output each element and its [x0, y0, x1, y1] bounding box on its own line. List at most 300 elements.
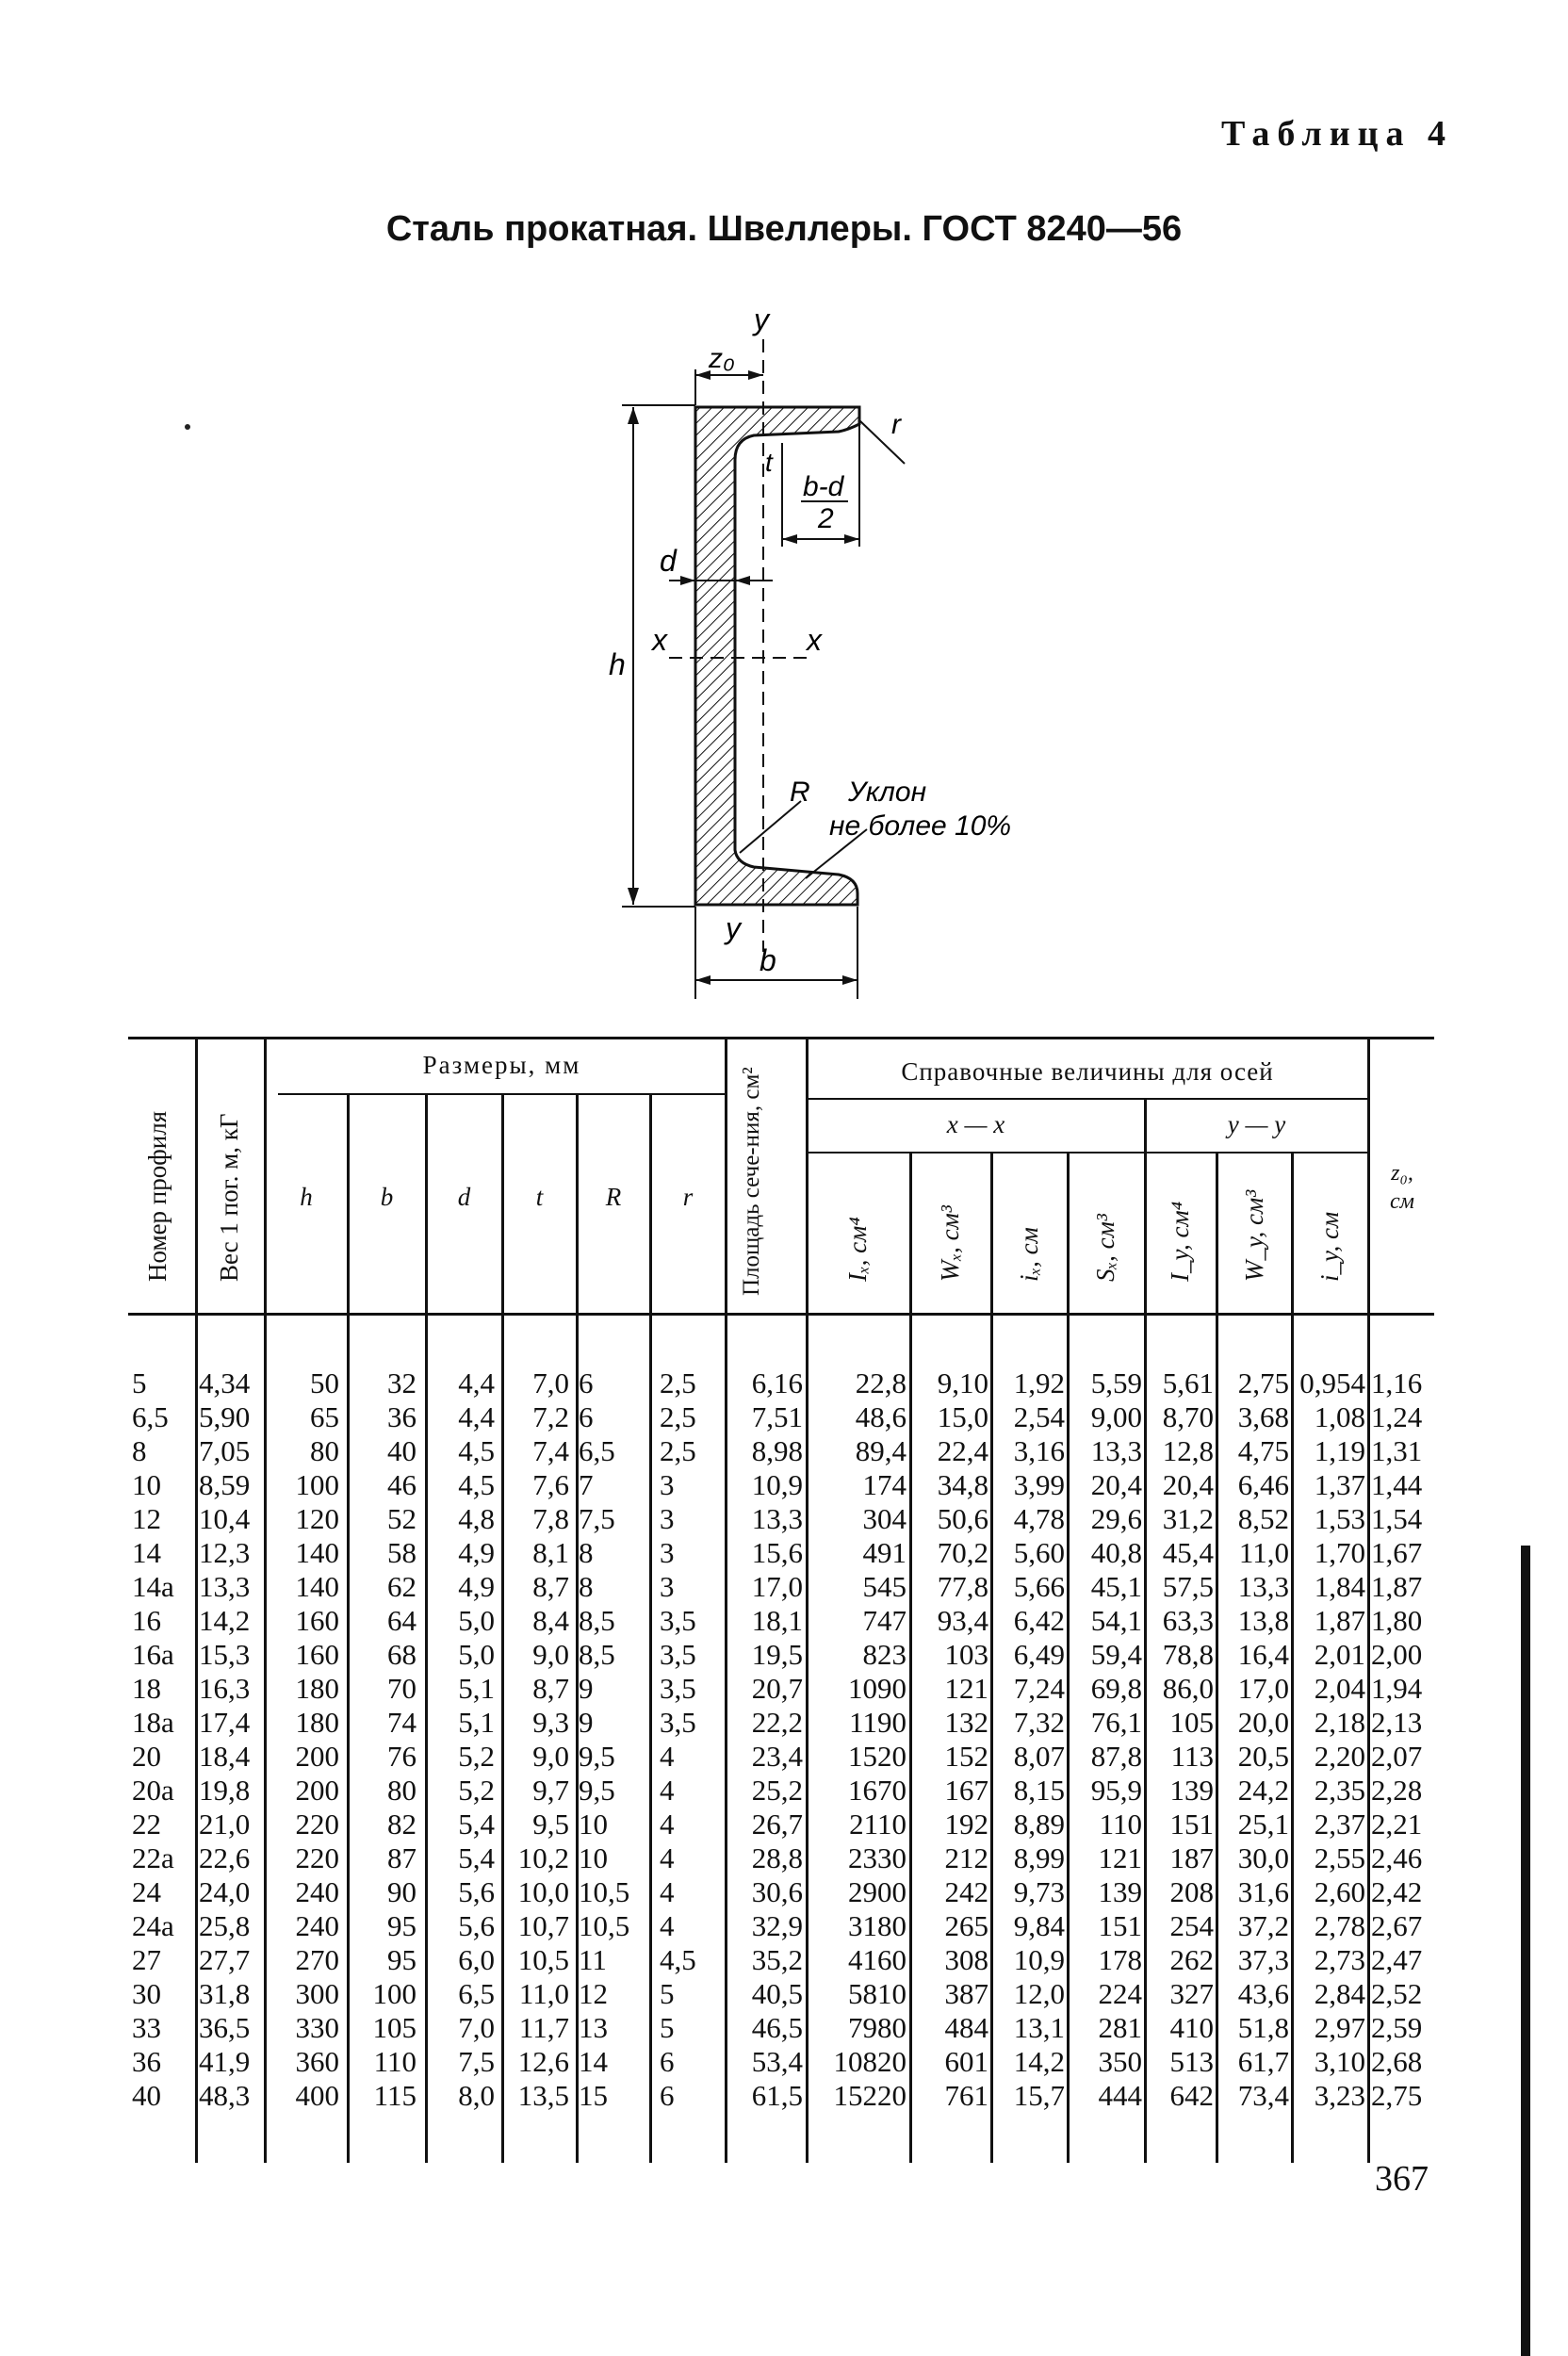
cell-r: 4 [660, 1774, 675, 1807]
header-Wx: Wₓ, см³ [936, 1205, 964, 1282]
cell-Wx: 22,4 [937, 1434, 988, 1467]
cell-R: 6 [579, 1400, 594, 1433]
cell-area: 20,7 [751, 1672, 803, 1705]
cell-iy: 2,35 [1314, 1774, 1365, 1807]
column-d [427, 1366, 495, 2113]
header-d: d [457, 1183, 471, 1211]
cell-R: 12 [579, 1977, 608, 2010]
cell-Ix: 4160 [848, 1943, 906, 1976]
cell-r: 3 [660, 1536, 675, 1569]
cell-b: 87 [387, 1841, 416, 1874]
column-ix [992, 1366, 1065, 2113]
cell-t: 9,0 [532, 1740, 569, 1773]
cell-area: 32,9 [751, 1909, 803, 1942]
cell-Sx: 139 [1098, 1875, 1142, 1908]
cell-t: 11,0 [518, 1977, 569, 2010]
cell-profile: 20 [132, 1740, 161, 1773]
cell-h: 270 [295, 1943, 339, 1976]
cell-Iy: 5,61 [1162, 1366, 1214, 1399]
cell-weight: 13,3 [199, 1570, 251, 1603]
cell-b: 95 [387, 1943, 416, 1976]
cell-R: 9 [579, 1672, 594, 1705]
label-bd-den: 2 [818, 503, 834, 534]
cell-R: 13 [579, 2011, 608, 2044]
cell-iy: 2,55 [1314, 1841, 1365, 1874]
header-r: r [682, 1183, 694, 1211]
cell-r: 5 [660, 2011, 675, 2044]
cell-d: 5,1 [458, 1672, 495, 1705]
cell-Ix: 5810 [848, 1977, 906, 2010]
cell-iy: 1,37 [1314, 1468, 1365, 1501]
cell-z0: 1,31 [1371, 1434, 1423, 1467]
cell-ix: 5,66 [1013, 1570, 1065, 1603]
scan-speck [185, 424, 190, 430]
cell-weight: 18,4 [199, 1740, 251, 1773]
cell-R: 9,5 [579, 1740, 615, 1773]
column-Sx [1069, 1366, 1142, 2113]
cell-Wx: 484 [944, 2011, 988, 2044]
header-ix: iₓ, см [1015, 1227, 1043, 1282]
cell-Ix: 10820 [833, 2045, 906, 2078]
label-y-bottom: y [726, 911, 741, 945]
cell-z0: 2,59 [1371, 2011, 1423, 2044]
cell-d: 6,0 [458, 1943, 495, 1976]
column-Ix [808, 1366, 906, 2113]
cell-iy: 1,08 [1314, 1400, 1365, 1433]
cell-R: 7,5 [579, 1502, 615, 1535]
column-Wy [1217, 1366, 1289, 2113]
cell-z0: 2,28 [1371, 1774, 1423, 1807]
cell-iy: 1,19 [1314, 1434, 1365, 1467]
cell-h: 65 [310, 1400, 339, 1433]
cell-Sx: 151 [1098, 1909, 1142, 1942]
cell-weight: 15,3 [199, 1638, 251, 1671]
cell-ix: 4,78 [1013, 1502, 1065, 1535]
cell-iy: 2,73 [1314, 1943, 1365, 1976]
cell-profile: 14а [132, 1570, 174, 1603]
label-x-right: x [807, 623, 822, 657]
cell-weight: 7,05 [199, 1434, 251, 1467]
cell-iy: 2,78 [1314, 1909, 1365, 1942]
cell-profile: 24 [132, 1875, 161, 1908]
cell-weight: 5,90 [199, 1400, 251, 1433]
cell-ix: 2,54 [1013, 1400, 1065, 1433]
page-number: 367 [1375, 2159, 1429, 2199]
cell-Iy: 78,8 [1162, 1638, 1214, 1671]
cell-ix: 9,84 [1013, 1909, 1065, 1942]
cell-z0: 1,87 [1371, 1570, 1423, 1603]
cell-weight: 36,5 [199, 2011, 251, 2044]
cell-area: 61,5 [751, 2079, 803, 2112]
column-area [727, 1366, 803, 2113]
cell-Iy: 262 [1169, 1943, 1214, 1976]
cell-h: 50 [310, 1366, 339, 1399]
cell-area: 13,3 [751, 1502, 803, 1535]
cell-Wx: 212 [944, 1841, 988, 1874]
cell-z0: 1,94 [1371, 1672, 1423, 1705]
cell-iy: 1,84 [1314, 1570, 1365, 1603]
cell-profile: 8 [132, 1434, 147, 1467]
cell-Wy: 37,2 [1237, 1909, 1289, 1942]
cell-ix: 15,7 [1013, 2079, 1065, 2112]
cell-b: 100 [372, 1977, 416, 2010]
header-dimensions: Размеры, мм [422, 1051, 581, 1079]
cell-R: 8 [579, 1570, 594, 1603]
cell-area: 19,5 [751, 1638, 803, 1671]
cell-b: 115 [373, 2079, 416, 2112]
cell-weight: 25,8 [199, 1909, 251, 1942]
cell-R: 6,5 [579, 1434, 615, 1467]
cell-Wx: 192 [944, 1808, 988, 1841]
cell-R: 10 [579, 1841, 608, 1874]
cell-z0: 2,00 [1371, 1638, 1423, 1671]
cell-Iy: 513 [1169, 2045, 1214, 2078]
header-weight: Вес 1 пог. м, кГ [215, 1113, 243, 1282]
cell-z0: 2,21 [1371, 1808, 1423, 1841]
cell-t: 10,0 [517, 1875, 569, 1908]
cell-t: 13,5 [517, 2079, 569, 2112]
label-z0: z₀ [709, 343, 735, 374]
cell-Wy: 30,0 [1237, 1841, 1289, 1874]
cell-t: 7,2 [532, 1400, 569, 1433]
cell-area: 8,98 [751, 1434, 803, 1467]
cell-Wy: 2,75 [1237, 1366, 1289, 1399]
cell-Wx: 77,8 [937, 1570, 988, 1603]
label-y-top: y [754, 303, 769, 336]
cell-Ix: 1520 [848, 1740, 906, 1773]
header-R: R [605, 1183, 622, 1211]
cell-h: 100 [295, 1468, 339, 1501]
header-z0: z₀, [1391, 1161, 1413, 1186]
cell-profile: 14 [132, 1536, 161, 1569]
cell-d: 5,0 [458, 1604, 495, 1637]
header-b: b [380, 1183, 394, 1211]
cell-Wx: 242 [944, 1875, 988, 1908]
column-R [579, 1366, 648, 2113]
cell-Wy: 4,75 [1237, 1434, 1289, 1467]
column-b [349, 1366, 416, 2113]
cell-z0: 2,68 [1371, 2045, 1423, 2078]
cell-profile: 18а [132, 1706, 174, 1739]
cell-Wx: 167 [944, 1774, 988, 1807]
cell-d: 5,2 [458, 1740, 495, 1773]
cell-Wy: 73,4 [1237, 2079, 1289, 2112]
cell-Iy: 12,8 [1162, 1434, 1214, 1467]
cell-profile: 10 [132, 1468, 161, 1501]
label-slope-2: не более 10% [829, 810, 1012, 842]
cell-z0: 1,80 [1371, 1604, 1423, 1637]
cell-weight: 14,2 [199, 1604, 251, 1637]
cell-Iy: 45,4 [1162, 1536, 1214, 1569]
cell-t: 7,8 [532, 1502, 569, 1535]
cell-h: 160 [295, 1638, 339, 1671]
cell-iy: 2,37 [1314, 1808, 1365, 1841]
cell-r: 3,5 [660, 1604, 696, 1637]
cell-R: 8 [579, 1536, 594, 1569]
cell-h: 80 [310, 1434, 339, 1467]
cell-h: 330 [295, 2011, 339, 2044]
column-Iy [1146, 1366, 1214, 2113]
cell-b: 32 [387, 1366, 416, 1399]
cell-b: 76 [387, 1740, 416, 1773]
cell-Wy: 43,6 [1237, 1977, 1289, 2010]
cell-weight: 17,4 [199, 1706, 251, 1739]
cell-Sx: 121 [1098, 1841, 1142, 1874]
cell-Ix: 7980 [848, 2011, 906, 2044]
cell-ix: 5,60 [1013, 1536, 1065, 1569]
cell-b: 62 [387, 1570, 416, 1603]
cell-ix: 7,32 [1013, 1706, 1065, 1739]
cell-ix: 6,42 [1013, 1604, 1065, 1637]
cell-h: 240 [295, 1875, 339, 1908]
cell-h: 140 [295, 1570, 339, 1603]
cell-R: 6 [579, 1366, 594, 1399]
cell-z0: 1,54 [1371, 1502, 1423, 1535]
cell-z0: 1,24 [1371, 1400, 1423, 1433]
cell-b: 74 [387, 1706, 416, 1739]
cell-ix: 8,99 [1013, 1841, 1065, 1874]
cell-d: 8,0 [458, 2079, 495, 2112]
cell-Ix: 2900 [848, 1875, 906, 1908]
cell-iy: 1,70 [1314, 1536, 1365, 1569]
label-slope-1: Уклон [848, 777, 927, 808]
cell-Wy: 24,2 [1237, 1774, 1289, 1807]
cell-t: 8,1 [532, 1536, 569, 1569]
cell-b: 82 [387, 1808, 416, 1841]
cell-Wx: 265 [944, 1909, 988, 1942]
cell-Sx: 9,00 [1090, 1400, 1142, 1433]
cell-profile: 22а [132, 1841, 174, 1874]
cell-profile: 16а [132, 1638, 174, 1671]
cell-weight: 4,34 [199, 1366, 251, 1399]
cell-Wx: 70,2 [937, 1536, 988, 1569]
cell-z0: 1,67 [1371, 1536, 1423, 1569]
cell-h: 120 [295, 1502, 339, 1535]
cell-d: 4,5 [458, 1434, 495, 1467]
label-h: h [609, 647, 626, 681]
cell-R: 9 [579, 1706, 594, 1739]
cell-h: 400 [295, 2079, 339, 2112]
column-z0 [1371, 1366, 1435, 2113]
cell-Wy: 13,3 [1237, 1570, 1289, 1603]
cell-iy: 2,84 [1314, 1977, 1365, 2010]
cell-R: 11 [579, 1943, 607, 1976]
cell-d: 5,4 [458, 1841, 495, 1874]
cell-z0: 2,13 [1371, 1706, 1423, 1739]
scan-edge-shadow [1521, 1546, 1530, 2356]
cell-Iy: 642 [1169, 2079, 1214, 2112]
cell-weight: 8,59 [199, 1468, 251, 1501]
cell-Sx: 110 [1099, 1808, 1142, 1841]
cell-z0: 2,47 [1371, 1943, 1423, 1976]
cell-weight: 27,7 [199, 1943, 251, 1976]
cell-d: 4,4 [458, 1400, 495, 1433]
cell-Ix: 491 [862, 1536, 906, 1569]
cell-t: 10,7 [517, 1909, 569, 1942]
cell-h: 240 [295, 1909, 339, 1942]
cell-Iy: 63,3 [1162, 1604, 1214, 1637]
cell-h: 200 [295, 1740, 339, 1773]
header-Sx: Sₓ, см³ [1091, 1214, 1119, 1282]
cell-d: 4,5 [458, 1468, 495, 1501]
cell-t: 8,4 [532, 1604, 569, 1637]
cell-Sx: 350 [1098, 2045, 1142, 2078]
cell-Ix: 545 [862, 1570, 906, 1603]
header-iy: i_y, см [1315, 1211, 1344, 1282]
cell-weight: 21,0 [199, 1808, 251, 1841]
cell-Ix: 1190 [849, 1706, 906, 1739]
cell-b: 52 [387, 1502, 416, 1535]
cell-b: 58 [387, 1536, 416, 1569]
cell-Sx: 281 [1098, 2011, 1142, 2044]
cell-R: 10,5 [579, 1909, 630, 1942]
cell-z0: 1,44 [1371, 1468, 1423, 1501]
cell-area: 26,7 [751, 1808, 803, 1841]
cell-profile: 22 [132, 1808, 161, 1841]
header-Wy: W_y, см³ [1240, 1189, 1268, 1282]
cell-r: 3 [660, 1502, 675, 1535]
cell-r: 6 [660, 2045, 675, 2078]
cell-Sx: 59,4 [1090, 1638, 1142, 1671]
cell-iy: 2,01 [1314, 1638, 1365, 1671]
cell-Sx: 20,4 [1090, 1468, 1142, 1501]
cell-Iy: 327 [1169, 1977, 1214, 2010]
cell-ix: 1,92 [1013, 1366, 1065, 1399]
cell-R: 7 [579, 1468, 594, 1501]
cell-Wy: 17,0 [1237, 1672, 1289, 1705]
cell-b: 95 [387, 1909, 416, 1942]
cell-Wy: 16,4 [1237, 1638, 1289, 1671]
header-z0-unit: см [1390, 1189, 1414, 1214]
cell-Wy: 25,1 [1237, 1808, 1289, 1841]
cell-r: 4 [660, 1909, 675, 1942]
cell-h: 220 [295, 1841, 339, 1874]
cell-Wy: 20,5 [1237, 1740, 1289, 1773]
cell-iy: 2,04 [1314, 1672, 1365, 1705]
cell-r: 6 [660, 2079, 675, 2112]
cell-r: 3,5 [660, 1672, 696, 1705]
cell-Wx: 387 [944, 1977, 988, 2010]
cell-weight: 24,0 [199, 1875, 251, 1908]
cell-Wy: 8,52 [1237, 1502, 1289, 1535]
cell-area: 35,2 [751, 1943, 803, 1976]
label-d: d [660, 544, 677, 578]
cell-z0: 2,67 [1371, 1909, 1423, 1942]
cell-Sx: 13,3 [1090, 1434, 1142, 1467]
cell-Sx: 95,9 [1090, 1774, 1142, 1807]
cell-Wx: 103 [944, 1638, 988, 1671]
cell-Iy: 187 [1169, 1841, 1214, 1874]
cell-Wx: 121 [944, 1672, 988, 1705]
cell-Wy: 13,8 [1237, 1604, 1289, 1637]
cell-weight: 22,6 [199, 1841, 251, 1874]
cell-t: 9,3 [532, 1706, 569, 1739]
cell-R: 9,5 [579, 1774, 615, 1807]
cell-area: 17,0 [751, 1570, 803, 1603]
cell-Wy: 20,0 [1237, 1706, 1289, 1739]
cell-t: 9,7 [532, 1774, 569, 1807]
cell-weight: 16,3 [199, 1672, 251, 1705]
cell-b: 110 [373, 2045, 416, 2078]
column-profile [132, 1366, 194, 2113]
cell-r: 2,5 [660, 1434, 696, 1467]
cell-d: 4,9 [458, 1536, 495, 1569]
cell-area: 46,5 [751, 2011, 803, 2044]
cell-z0: 2,75 [1371, 2079, 1423, 2112]
header-Iy: I_y, см⁴ [1166, 1201, 1194, 1282]
cell-profile: 16 [132, 1604, 161, 1637]
cell-b: 90 [387, 1875, 416, 1908]
cell-area: 7,51 [751, 1400, 803, 1433]
cell-profile: 30 [132, 1977, 161, 2010]
cell-h: 220 [295, 1808, 339, 1841]
column-h [266, 1366, 339, 2113]
header-axis-yy: y — y [1227, 1110, 1286, 1138]
cell-R: 10 [579, 1808, 608, 1841]
cell-Wx: 9,10 [937, 1366, 988, 1399]
cell-Wx: 601 [944, 2045, 988, 2078]
cell-Sx: 54,1 [1090, 1604, 1142, 1637]
cell-ix: 6,49 [1013, 1638, 1065, 1671]
cell-t: 8,7 [532, 1672, 569, 1705]
cell-profile: 36 [132, 2045, 161, 2078]
cell-t: 7,0 [532, 1366, 569, 1399]
cell-ix: 7,24 [1013, 1672, 1065, 1705]
cell-Ix: 1670 [848, 1774, 906, 1807]
channel-profile-diagram [565, 302, 1018, 1018]
cell-Iy: 8,70 [1162, 1400, 1214, 1433]
cell-ix: 8,07 [1013, 1740, 1065, 1773]
cell-ix: 8,15 [1013, 1774, 1065, 1807]
column-Wx [911, 1366, 988, 2113]
cell-Ix: 823 [862, 1638, 906, 1671]
cell-Sx: 444 [1098, 2079, 1142, 2112]
cell-area: 25,2 [751, 1774, 803, 1807]
cell-Wy: 61,7 [1237, 2045, 1289, 2078]
label-r: r [891, 409, 901, 440]
cell-iy: 2,60 [1314, 1875, 1365, 1908]
cell-profile: 27 [132, 1943, 161, 1976]
cell-d: 5,1 [458, 1706, 495, 1739]
cell-h: 160 [295, 1604, 339, 1637]
cell-Wy: 6,46 [1237, 1468, 1289, 1501]
cell-b: 68 [387, 1638, 416, 1671]
cell-Wy: 11,0 [1238, 1536, 1289, 1569]
cell-Ix: 3180 [848, 1909, 906, 1942]
cell-Wx: 308 [944, 1943, 988, 1976]
cell-ix: 9,73 [1013, 1875, 1065, 1908]
cell-z0: 1,16 [1371, 1366, 1423, 1399]
cell-R: 15 [579, 2079, 608, 2112]
cell-d: 7,0 [458, 2011, 495, 2044]
cell-d: 5,6 [458, 1909, 495, 1942]
cell-Iy: 105 [1169, 1706, 1214, 1739]
cell-Ix: 1090 [848, 1672, 906, 1705]
cell-Ix: 2330 [848, 1841, 906, 1874]
header-reference: Справочные величины для осей [901, 1057, 1274, 1086]
cell-Wy: 37,3 [1237, 1943, 1289, 1976]
cell-d: 4,9 [458, 1570, 495, 1603]
cell-Iy: 139 [1169, 1774, 1214, 1807]
cell-area: 53,4 [751, 2045, 803, 2078]
document-title: Сталь прокатная. Швеллеры. ГОСТ 8240—56 [385, 209, 1183, 249]
header-Ix: Iₓ, см⁴ [843, 1217, 872, 1282]
cell-Iy: 86,0 [1162, 1672, 1214, 1705]
column-weight [199, 1366, 263, 2113]
header-t: t [535, 1183, 544, 1211]
cell-weight: 19,8 [199, 1774, 251, 1807]
cell-d: 4,4 [458, 1366, 495, 1399]
